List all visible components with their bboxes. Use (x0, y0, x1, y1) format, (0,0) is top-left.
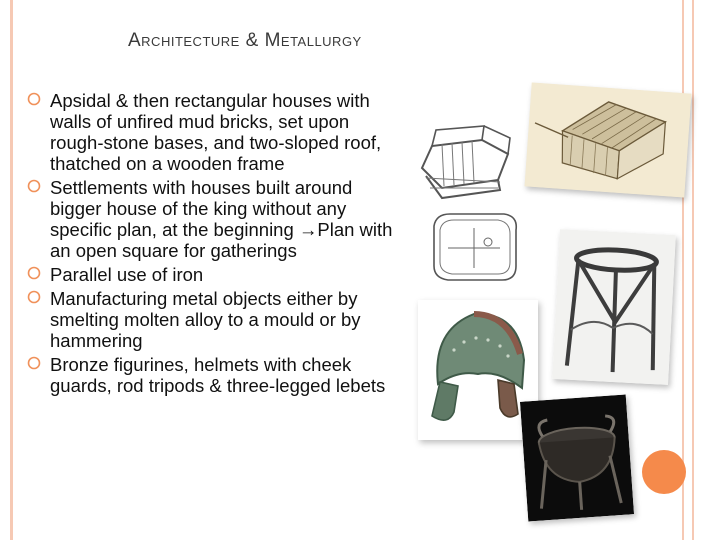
slide-frame-left (10, 0, 13, 540)
hollow-circle-icon (26, 265, 42, 281)
bullet-item (26, 288, 398, 351)
bullet-text: Manufacturing metal objects either by smelting molten alloy to a mould or by hammering (50, 288, 361, 351)
rectangular-house-model-image (525, 83, 692, 198)
bullet-list (26, 90, 398, 399)
house-plan-sketch-image (428, 208, 522, 288)
bullet-item (26, 177, 398, 261)
bullet-text: Settlements with houses built around bigger house of the king without any specific plan, at the beginning →Plan with an open square for gatherings (50, 177, 393, 261)
bullet-text: Apsidal & then rectangular houses with walls of unfired mud bricks, set upon rough-stone bases, and two-sloped roof, thatched on a wooden frame (50, 90, 382, 174)
bullet-text: Bronze figurines, helmets with cheek guards, rod tripods & three-legged lebets (50, 354, 386, 396)
bullet-text: Parallel use of iron (50, 264, 204, 285)
apsidal-house-sketch-image (412, 118, 524, 210)
bullet-item (26, 90, 398, 174)
slide-frame-right (682, 0, 694, 540)
three-legged-lebes-image (520, 394, 634, 521)
hollow-circle-icon (26, 91, 42, 107)
bullet-item (26, 354, 398, 396)
hollow-circle-icon (26, 289, 42, 305)
hollow-circle-icon (26, 355, 42, 371)
bronze-helmet-image (418, 300, 538, 440)
hollow-circle-icon (26, 178, 42, 194)
slide-title: Architecture & Metallurgy (128, 30, 362, 51)
rod-tripod-image (552, 229, 676, 385)
bullet-item (26, 264, 398, 285)
decorative-orange-dot (642, 450, 686, 494)
